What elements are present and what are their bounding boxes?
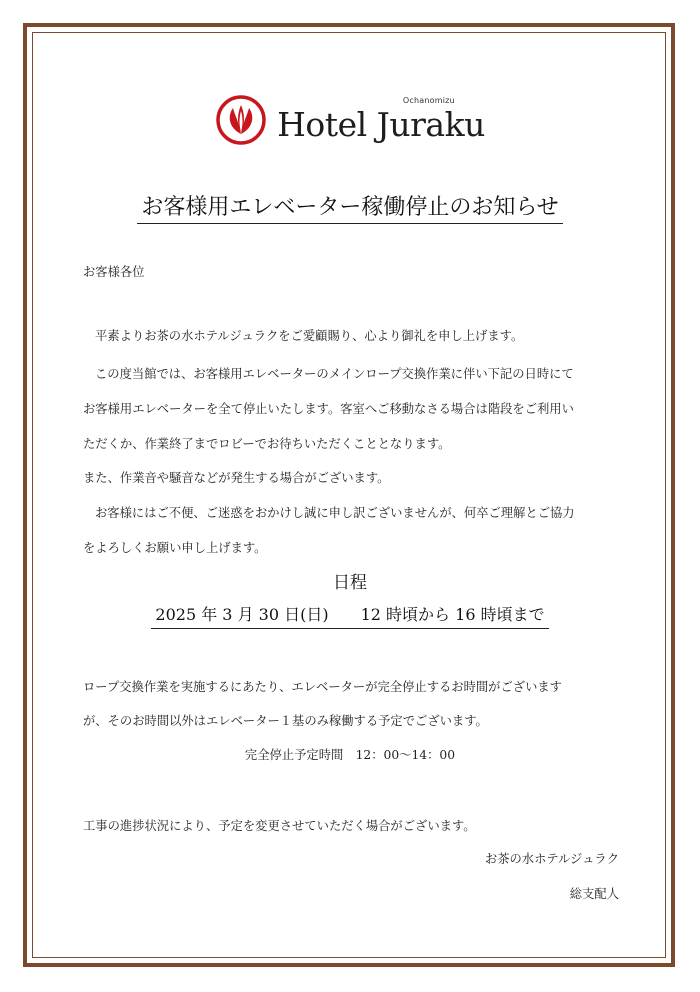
hotel-logo xyxy=(0,92,700,148)
details-line-2: が、そのお時間以外はエレベーター１基のみ稼働する予定でございます。 xyxy=(83,714,488,728)
schedule-line xyxy=(0,602,700,625)
notice-title-text: お客様用エレベーター稼働停止のお知らせ xyxy=(137,195,562,224)
salutation: お客様各位 xyxy=(83,265,145,279)
schedule-heading: 日程 xyxy=(333,573,367,593)
sender-name: お茶の水ホテルジュラク xyxy=(484,852,619,866)
logo-subtitle: Ochanomizu xyxy=(402,95,455,105)
body-line-3: お客様用エレベーターを全て停止いたします。客室へご移動なさる場合は階段をご利用い xyxy=(83,402,574,416)
body-line-4: ただくか、作業終了までロビーでお待ちいただくこととなります。 xyxy=(83,437,451,451)
body-line-5: また、作業音や騒音などが発生する場合がございます。 xyxy=(83,471,390,485)
schedule-date: 2025 年 3 月 30 日(日) xyxy=(155,605,329,624)
body-line-7: をよろしくお願い申し上げます。 xyxy=(83,541,267,555)
footer-note: 工事の進捗状況により、予定を変更させていただく場合がございます。 xyxy=(83,819,476,833)
body-line-2: この度当館では、お客様用エレベーターのメインロープ交換作業に伴い下記の日時にて xyxy=(95,367,574,381)
hotel-logo-icon xyxy=(215,94,267,146)
body-line-6: お客様にはご不便、ご迷惑をおかけし誠に申し訳ございませんが、何卒ご理解とご協力 xyxy=(95,506,575,520)
schedule-time: 12 時頃から 16 時頃まで xyxy=(360,605,545,624)
logo-name: Hotel Juraku xyxy=(277,104,485,144)
full-stop-time: 完全停止予定時間 12：00〜14：00 xyxy=(244,748,456,762)
body-line-1: 平素よりお茶の水ホテルジュラクをご愛顧賜り、心より御礼を申し上げます。 xyxy=(95,329,524,343)
signatory: 総支配人 xyxy=(569,887,619,901)
notice-title xyxy=(0,190,700,221)
details-line-1: ロープ交換作業を実施するにあたり、エレベーターが完全停止するお時間がございます xyxy=(83,680,562,694)
